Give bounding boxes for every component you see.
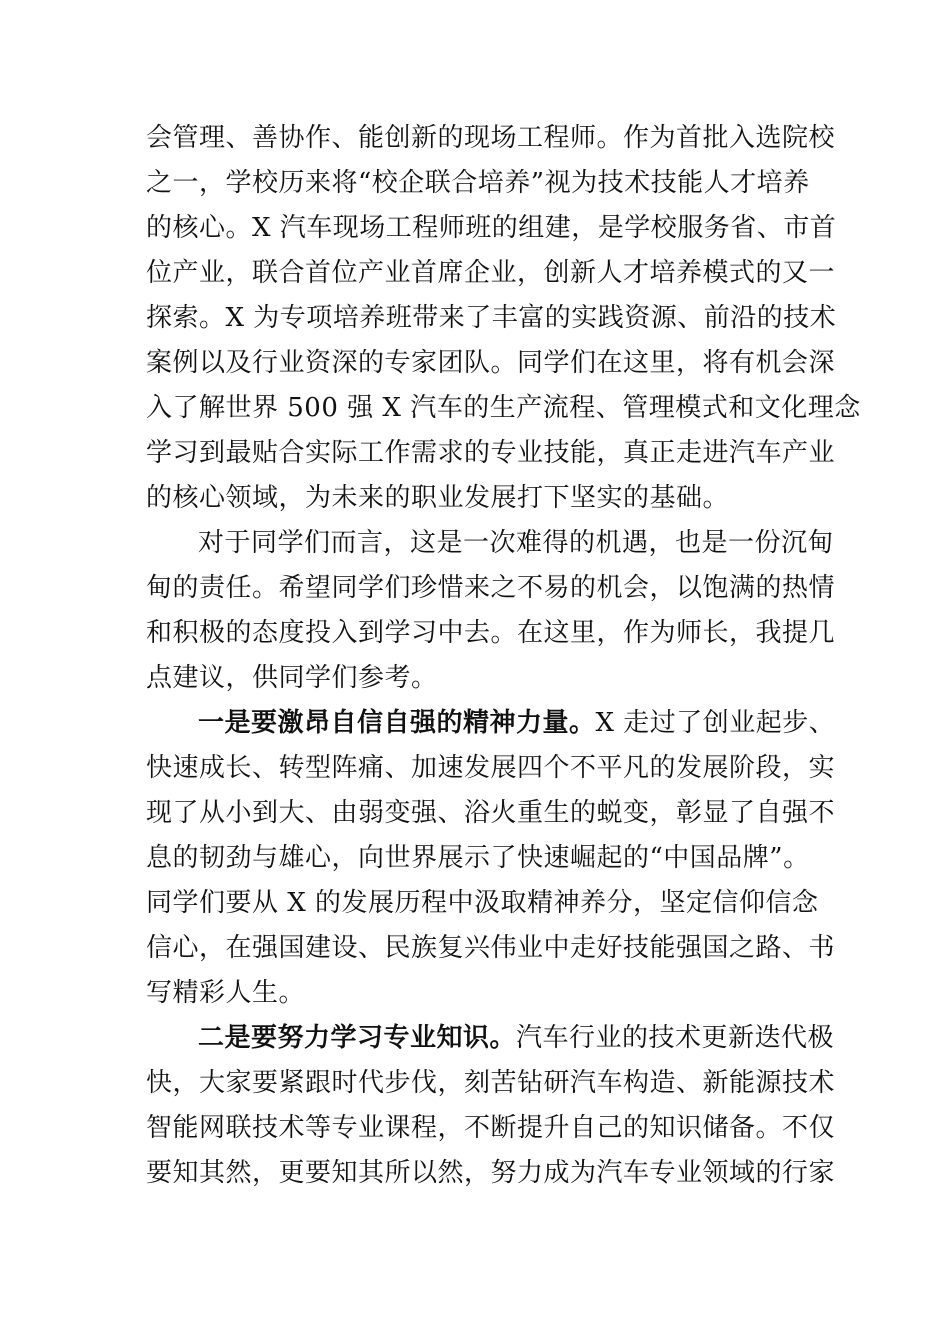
paragraph-line: 智能网联技术等专业课程，不断提升自己的知识储备。不仅 [146, 1113, 836, 1143]
bold-heading: 二是要努力学习专业知识。 [198, 1023, 517, 1053]
paragraph-line: 入了解世界 500 强 X 汽车的生产流程、管理模式和文化理念 [146, 393, 861, 423]
paragraph-line: 现了从小到大、由弱变强、浴火重生的蜕变，彰显了自强不 [146, 798, 836, 828]
paragraph-line-rest: X 走过了创业起步、 [595, 708, 836, 738]
paragraph-line: 探索。X 为专项培养班带来了丰富的实践资源、前沿的技术 [146, 303, 837, 333]
bold-heading: 一是要激昂自信自强的精神力量。 [198, 708, 596, 738]
paragraph-line: 之一，学校历来将“校企联合培养”视为技术技能人才培养 [146, 168, 810, 198]
paragraph-2 [146, 521, 836, 701]
paragraph-line: 案例以及行业资深的专家团队。同学们在这里，将有机会深 [146, 348, 836, 378]
paragraph-line: 息的韧劲与雄心，向世界展示了快速崛起的“中国品牌”。 [146, 843, 810, 873]
paragraph-line: 位产业，联合首位产业首席企业，创新人才培养模式的又一 [146, 258, 836, 288]
paragraph-line: 的核心领域，为未来的职业发展打下坚实的基础。 [146, 483, 730, 513]
paragraph-line: 和积极的态度投入到学习中去。在这里，作为师长，我提几 [146, 618, 836, 648]
paragraph-first-line [146, 1016, 835, 1061]
paragraph-line: 会管理、善协作、能创新的现场工程师。作为首批入选院校 [146, 123, 836, 153]
paragraph-1 [146, 116, 861, 521]
paragraph-line: 快，大家要紧跟时代步伐，刻苦钻研汽车构造、新能源技术 [146, 1068, 836, 1098]
paragraph-line: 要知其然，更要知其所以然，努力成为汽车专业领域的行家 [146, 1158, 836, 1188]
paragraph-line: 快速成长、转型阵痛、加速发展四个不平凡的发展阶段，实 [146, 753, 836, 783]
paragraph-line-rest: 汽车行业的技术更新迭代极 [516, 1023, 835, 1053]
paragraph-first-line [146, 701, 836, 746]
document-page [146, 116, 861, 1196]
paragraph-3 [146, 701, 836, 1016]
paragraph-line: 学习到最贴合实际工作需求的专业技能，真正走进汽车产业 [146, 438, 836, 468]
paragraph-4 [146, 1016, 836, 1196]
paragraph-line: 点建议，供同学们参考。 [146, 663, 438, 693]
paragraph-line: 写精彩人生。 [146, 978, 306, 1008]
paragraph-line: 同学们要从 X 的发展历程中汲取精神养分，坚定信仰信念 [146, 888, 819, 918]
paragraph-line: 信心，在强国建设、民族复兴伟业中走好技能强国之路、书 [146, 933, 836, 963]
paragraph-line: 对于同学们而言，这是一次难得的机遇，也是一份沉甸 [198, 528, 835, 558]
paragraph-line: 甸的责任。希望同学们珍惜来之不易的机会，以饱满的热情 [146, 573, 836, 603]
paragraph-line: 的核心。X 汽车现场工程师班的组建，是学校服务省、市首 [146, 213, 837, 243]
